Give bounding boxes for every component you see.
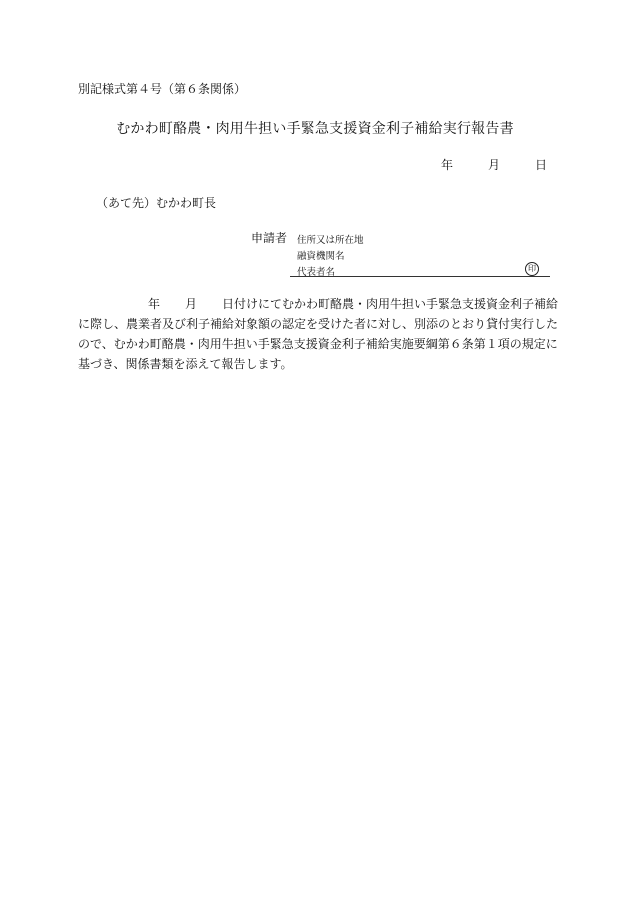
date-month-label: 月 xyxy=(488,158,501,172)
report-body xyxy=(78,294,559,374)
body-line-4: 基づき、関係書類を添えて報告します。 xyxy=(78,357,293,371)
body-year-label: 年 xyxy=(148,297,161,311)
body-month-label: 月 xyxy=(185,297,198,311)
date-year-label: 年 xyxy=(441,158,454,172)
document-title: むかわ町酪農・肉用牛担い手緊急支援資金利子補給実行報告書 xyxy=(116,121,514,137)
body-line-3: ので、むかわ町酪農・肉用牛担い手緊急支援資金利子補給実施要綱第６条第１項の規定に xyxy=(78,337,558,351)
addressee: （あて先）むかわ町長 xyxy=(96,196,217,210)
applicant-label: 申請者 xyxy=(251,231,288,245)
body-line-1-text: 日付けにてむかわ町酪農・肉用牛担い手緊急支援資金利子補給 xyxy=(222,297,559,311)
applicant-address-label: 住所又は所在地 xyxy=(297,235,364,246)
seal-mark: 印 xyxy=(525,262,539,276)
applicant-representative-label: 代表者名 xyxy=(297,267,336,278)
date-day-label: 日 xyxy=(535,158,548,172)
form-reference: 別記様式第４号（第６条関係） xyxy=(78,82,247,96)
applicant-bank-label: 融資機関名 xyxy=(297,251,345,262)
body-line-1 xyxy=(78,294,559,314)
representative-underline xyxy=(290,276,550,277)
body-line-2: に際し、農業者及び利子補給対象額の認定を受けた者に対し、別添のとおり貸付実行した xyxy=(78,317,559,331)
